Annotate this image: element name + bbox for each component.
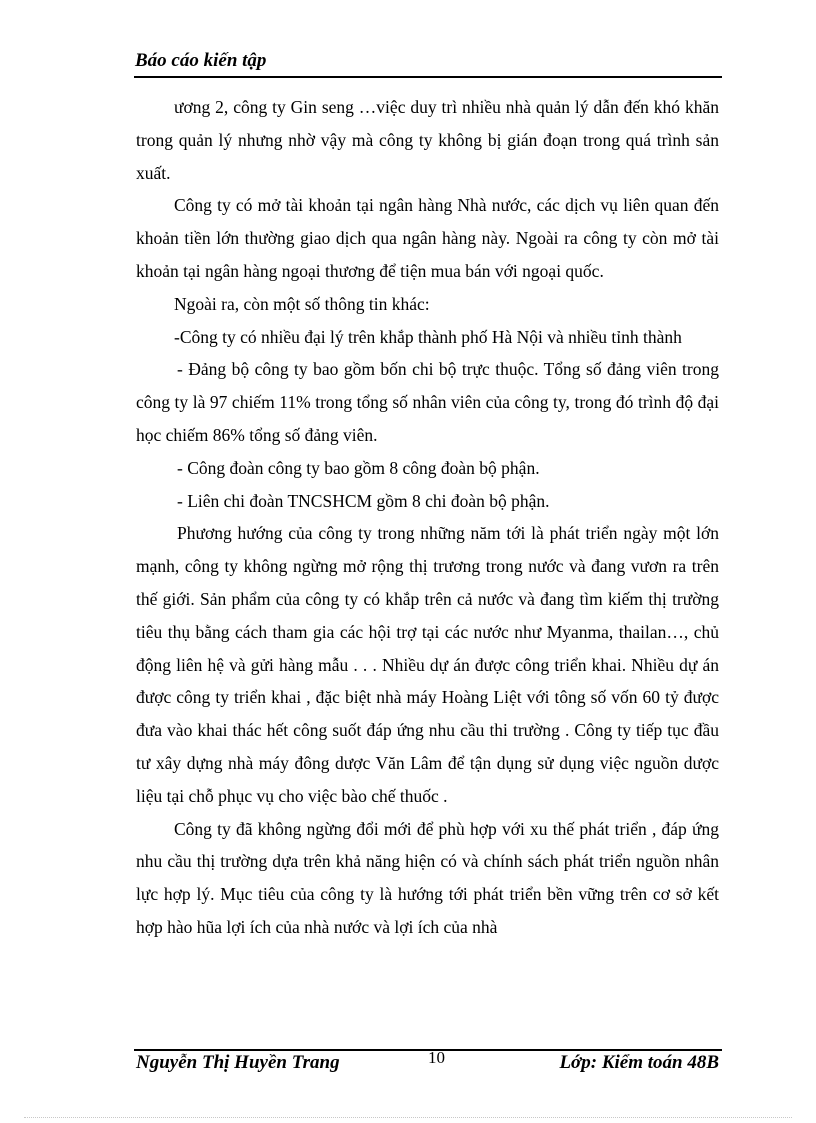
paragraph: Ngoài ra, còn một số thông tin khác: <box>174 293 430 314</box>
paragraph: Phương hướng của công ty trong những năm tới là phát triển ngày một lớn mạnh, công ty không ngừng mở rộng thị trương trong nước và đang vươn ra trên thế giới. Sản phẩm của công ty có khắp trên cả nước và đang tìm kiếm thị trường tiêu thụ bằng cách tham gia các hội trợ tại các nước như Myanma, thailan…, chủ động liên hệ và gửi hàng mẫu . . . Nhiều dự án được công triển khai. Nhiều dự án được công ty triển khai , đặc biệt nhà máy Hoàng Liệt với tông số vốn 60 tỷ được đưa vào khai thác hết công suốt đáp ứng nhu cầu thi trường . Công ty tiếp tục đầu tư xây dựng nhà máy đông dược Văn Lâm để tận dụng sử dụng việc nguồn dược liệu tại chỗ phục vụ cho việc bào chế thuốc . <box>136 523 719 806</box>
footer-author: Nguyễn Thị Huyền Trang <box>136 1052 340 1073</box>
document-body <box>136 91 719 944</box>
page-header <box>134 48 722 78</box>
paragraph: Công ty có mở tài khoản tại ngân hàng Nhà nước, các dịch vụ liên quan đến khoản tiền lớn thường giao dịch qua ngân hàng này. Ngoài ra công ty còn mở tài khoản tại ngân hàng ngoại thương để tiện mua bán với ngoại quốc. <box>136 195 719 281</box>
page-edge-divider <box>24 1117 792 1118</box>
list-item: - Đảng bộ công ty bao gồm bốn chi bộ trực thuộc. Tổng số đảng viên trong công ty là 97 chiếm 11% trong tổng số nhân viên của công ty, trong đó trình độ đại học chiếm 86% tổng số đảng viên. <box>136 359 719 445</box>
list-item: - Công đoàn công ty bao gồm 8 công đoàn bộ phận. <box>177 457 540 478</box>
header-title: Báo cáo kiến tập <box>135 50 267 71</box>
paragraph: ương 2, công ty Gin seng …việc duy trì nhiều nhà quản lý dẫn đến khó khăn trong quản lý nhưng nhờ vậy mà công ty không bị gián đoạn trong quá trình sản xuất. <box>136 97 719 183</box>
page-number: 10 <box>428 1048 445 1067</box>
list-item: -Công ty có nhiều đại lý trên khắp thành phố Hà Nội và nhiều tỉnh thành <box>174 326 682 347</box>
list-item: - Liên chi đoàn TNCSHCM gồm 8 chi đoàn bộ phận. <box>177 490 550 511</box>
footer-class: Lớp: Kiểm toán 48B <box>559 1052 719 1073</box>
paragraph: Công ty đã không ngừng đổi mới để phù hợp với xu thế phát triển , đáp ứng nhu cầu thị trường dựa trên khả năng hiện có và chính sách phát triển nguồn nhân lực hợp lý. Mục tiêu của công ty là hướng tới phát triển bền vững trên cơ sở kết hợp hào hũa lợi ích của nhà nước và lợi ích của nhà <box>136 818 719 937</box>
